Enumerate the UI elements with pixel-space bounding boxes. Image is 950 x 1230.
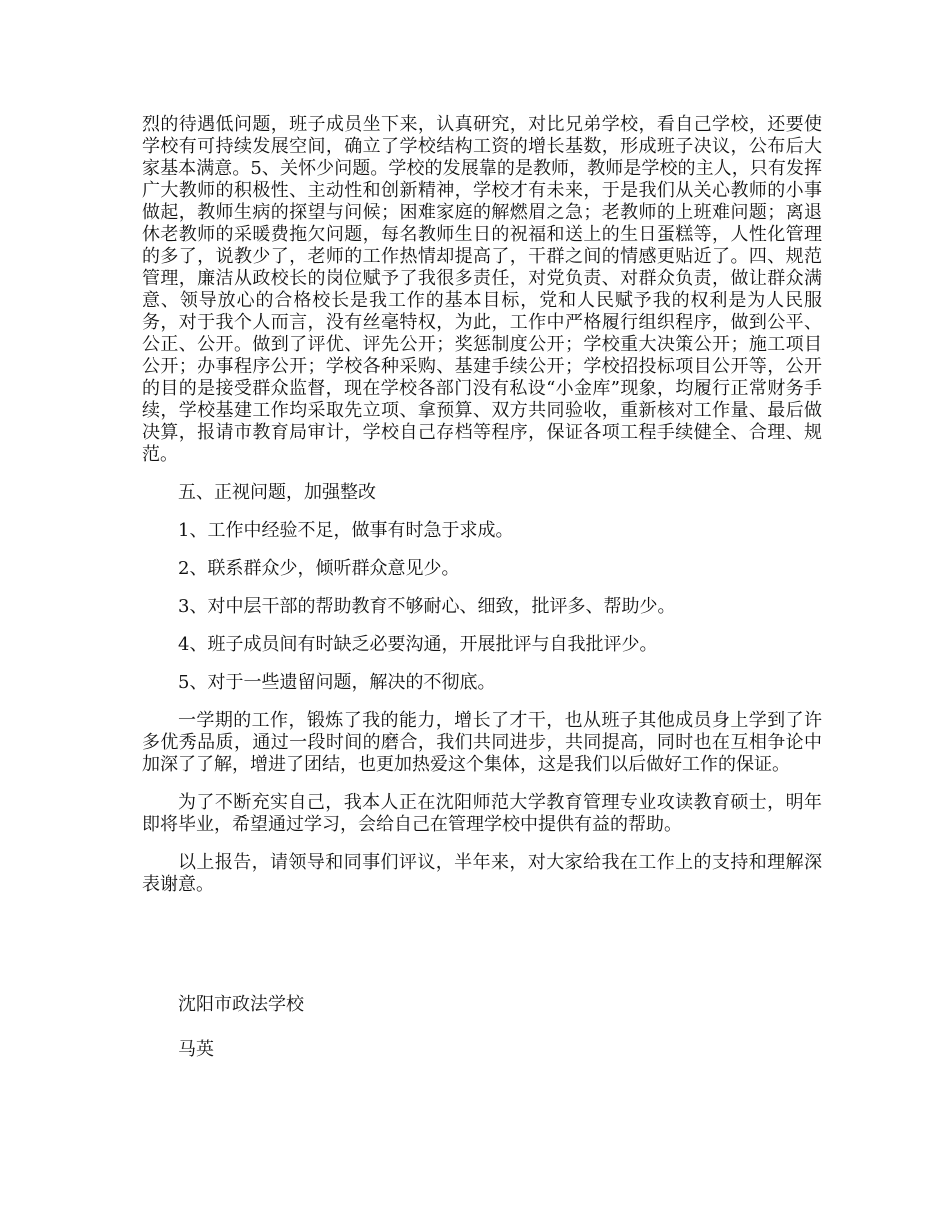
problem-item-5: 5、对于一些遗留问题，解决的不彻底。 <box>178 672 496 693</box>
paragraph-spacer <box>142 542 822 558</box>
signature-name: 马英 <box>178 1039 214 1060</box>
section-heading: 五、正视问题，加强整改 <box>178 482 376 503</box>
paragraph-spacer <box>142 694 822 710</box>
paragraph-spacer <box>142 504 822 520</box>
study-paragraph: 为了不断充实自己，我本人正在沈阳师范大学教育管理专业攻读教育硕士，明年即将毕业，希望通过学习，会给自己在管理学校中提供有益的帮助。 <box>142 792 822 835</box>
reflection-paragraph: 一学期的工作，锻炼了我的能力，增长了才干，也从班子其他成员身上学到了许多优秀品质，通过一段时间的磨合，我们共同进步，共同提高，同时也在互相争论中加深了了解，增进了团结，也更加热爱这个集体，这是我们以后做好工作的保证。 <box>142 710 822 775</box>
paragraph-spacer <box>142 776 822 792</box>
problem-item-2: 2、联系群众少，倾听群众意见少。 <box>178 558 460 579</box>
signature-spacer <box>142 1016 822 1039</box>
paragraph-spacer <box>142 656 822 672</box>
document-page <box>142 114 822 1061</box>
signature-block <box>142 994 822 1061</box>
problem-item-4: 4、班子成员间有时缺乏必要沟通，开展批评与自我批评少。 <box>178 634 658 655</box>
paragraph-spacer <box>142 836 822 852</box>
problem-item-1: 1、工作中经验不足，做事有时急于求成。 <box>178 520 514 541</box>
opening-paragraph: 烈的待遇低问题，班子成员坐下来，认真研究，对比兄弟学校，看自己学校，还要使学校有可持续发展空间，确立了学校结构工资的增长基数，形成班子决议，公布后大家基本满意。5、关怀少问题。学校的发展靠的是教师，教师是学校的主人，只有发挥广大教师的积极性、主动性和创新精神，学校才有未来，于是我们从关心教师的小事做起，教师生病的探望与问候；困难家庭的解燃眉之急；老教师的上班难问题；离退休老教师的采暖费拖欠问题，每名教师生日的祝福和送上的生日蛋糕等，人性化管理的多了，说教少了，老师的工作热情却提高了，干群之间的情感更贴近了。四、规范管理，廉洁从政校长的岗位赋予了我很多责任，对党负责、对群众负责，做让群众满意、领导放心的合格校长是我工作的基本目标，党和人民赋予我的权利是为人民服务，对于我个人而言，没有丝毫特权，为此，工作中严格履行组织程序，做到公平、公正、公开。做到了评优、评先公开；奖惩制度公开；学校重大决策公开；施工项目公开；办事程序公开；学校各种采购、基建手续公开；学校招投标项目公开等，公开的目的是接受群众监督，现在学校各部门没有私设“小金库”现象，均履行正常财务手续，学校基建工作均采取先立项、拿预算、双方共同验收，重新核对工作量、最后做决算，报请市教育局审计，学校自己存档等程序，保证各项工程手续健全、合理、规范。 <box>142 114 822 465</box>
problem-item-3: 3、对中层干部的帮助教育不够耐心、细致，批评多、帮助少。 <box>178 596 676 617</box>
paragraph-spacer <box>142 580 822 596</box>
paragraph-spacer <box>142 618 822 634</box>
paragraph-spacer <box>142 466 822 482</box>
signature-organization: 沈阳市政法学校 <box>178 994 304 1015</box>
closing-paragraph: 以上报告，请领导和同事们评议，半年来，对大家给我在工作上的支持和理解深表谢意。 <box>142 852 822 895</box>
